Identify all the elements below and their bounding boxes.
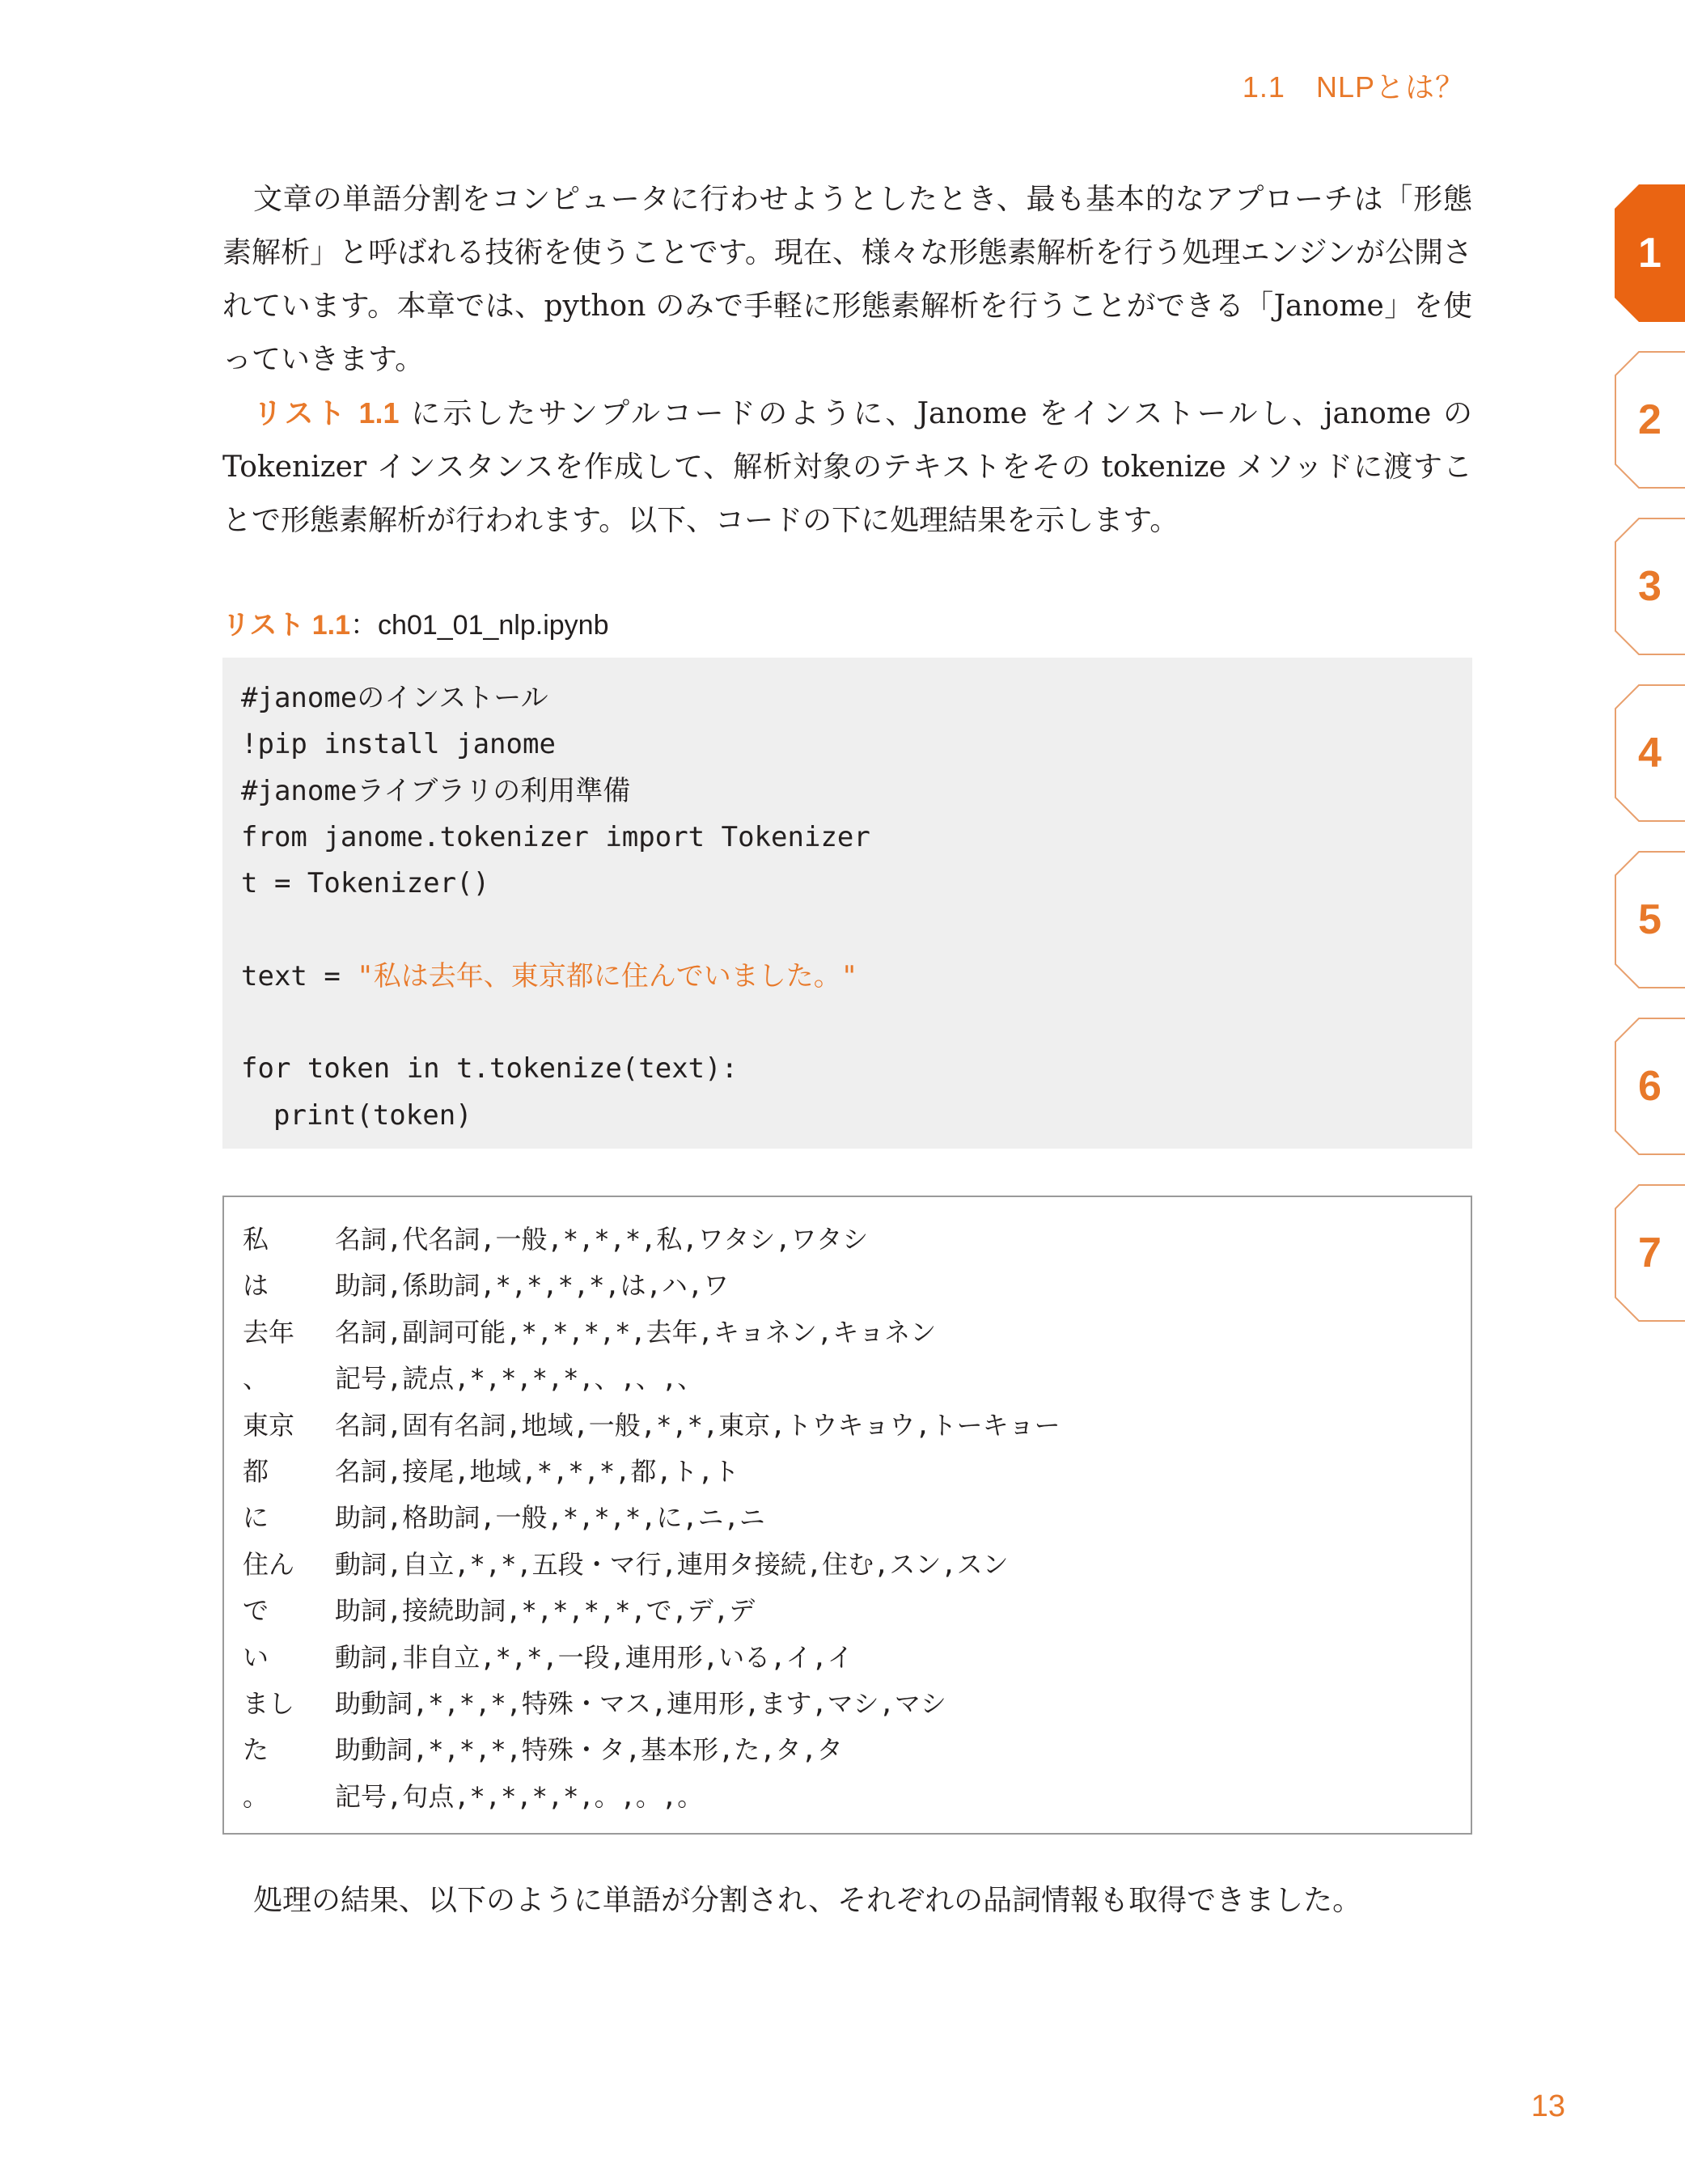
code-text: text = (241, 959, 358, 993)
intro-paragraph-2 (222, 387, 1472, 548)
chapter-tab-label: 1 (1638, 230, 1662, 277)
output-info: 動詞,自立,*,*,五段・マ行,連用タ接続,住む,スン,スン (335, 1548, 1009, 1580)
output-row (243, 1727, 1471, 1773)
output-block (222, 1196, 1472, 1835)
code-line: print(token) (273, 1098, 472, 1132)
output-row (243, 1495, 1471, 1541)
output-token: で (243, 1595, 269, 1627)
output-token: 東京 (243, 1409, 295, 1441)
output-token: は (243, 1270, 269, 1302)
output-row (243, 1310, 1471, 1356)
running-header (1243, 65, 1465, 106)
output-row (243, 1403, 1471, 1449)
listing-caption (222, 603, 609, 642)
intro-text (222, 173, 1472, 548)
code-line (241, 954, 1472, 1000)
listing-filename: ch01_01_nlp.ipynb (378, 610, 609, 641)
code-line: !pip install janome (241, 728, 556, 761)
output-token: 、 (243, 1363, 269, 1395)
output-info: 動詞,非自立,*,*,一段,連用形,いる,イ,イ (335, 1641, 853, 1673)
output-row (243, 1542, 1471, 1588)
output-info: 名詞,固有名詞,地域,一般,*,*,東京,トウキョウ,トーキョー (335, 1409, 1061, 1441)
code-line: for token in t.tokenize(text): (241, 1052, 739, 1086)
intro-paragraph-1: 文章の単語分割をコンピュータに行わせようとしたとき、最も基本的なアプローチは「形態素解析」と呼ばれる技術を使うことです。現在、様々な形態素解析を行う処理エンジンが公開されています。本章では、python のみで手軽に形態素解析を行うことができる「Janome」を使っていきます。 (222, 183, 1472, 376)
output-info: 記号,句点,*,*,*,*,。,。,。 (335, 1780, 704, 1812)
output-info: 名詞,代名詞,一般,*,*,*,私,ワタシ,ワタシ (335, 1224, 869, 1255)
conclusion-paragraph: 処理の結果、以下のように単語が分割され、それぞれの品詞情報も取得できました。 (253, 1884, 1362, 1917)
page-number: 13 (1530, 2089, 1565, 2123)
output-token: に (243, 1502, 269, 1534)
code-line: from janome.tokenizer import Tokenizer (241, 820, 870, 853)
output-info: 助詞,係助詞,*,*,*,*,は,ハ,ワ (335, 1270, 730, 1302)
code-string-literal: "私は去年、東京都に住んでいました。" (357, 959, 858, 993)
chapter-tab-1[interactable] (1615, 184, 1685, 322)
output-token: 。 (243, 1780, 269, 1812)
chapter-tab-7[interactable] (1615, 1184, 1685, 1322)
chapter-tab-5[interactable] (1615, 851, 1685, 988)
output-row (243, 1635, 1471, 1681)
output-row (243, 1681, 1471, 1727)
chapter-tab-label: 6 (1638, 1063, 1662, 1110)
output-row (243, 1356, 1471, 1402)
section-title: NLPとは？ (1315, 70, 1465, 104)
listing-label: リスト 1.1 (222, 610, 351, 641)
code-blank-line (241, 1000, 1472, 1046)
output-info: 助詞,格助詞,一般,*,*,*,に,ニ,ニ (335, 1502, 765, 1534)
chapter-tab-label: 7 (1638, 1230, 1662, 1276)
output-row (243, 1449, 1471, 1495)
output-info: 助動詞,*,*,*,特殊・マス,連用形,ます,マシ,マシ (335, 1687, 946, 1719)
chapter-tab-label: 3 (1638, 563, 1662, 610)
output-row (243, 1774, 1471, 1820)
listing-reference-link[interactable]: リスト 1.1 (253, 396, 400, 430)
output-token: い (243, 1641, 269, 1673)
output-info: 名詞,副詞可能,*,*,*,*,去年,キョネン,キョネン (335, 1316, 937, 1348)
conclusion-text (222, 1874, 1472, 1928)
chapter-tab-4[interactable] (1615, 684, 1685, 822)
output-token: 住ん (243, 1548, 295, 1580)
chapter-tab-3[interactable] (1615, 518, 1685, 655)
code-line: #janomeライブラリの利用準備 (241, 774, 631, 807)
output-token: 私 (243, 1224, 269, 1255)
output-token: 都 (243, 1455, 269, 1487)
output-info: 名詞,接尾,地域,*,*,*,都,ト,ト (335, 1455, 739, 1487)
output-row (243, 1263, 1471, 1309)
output-info: 助動詞,*,*,*,特殊・タ,基本形,た,タ,タ (335, 1734, 843, 1766)
chapter-tab-label: 2 (1638, 396, 1662, 443)
output-row (243, 1217, 1471, 1263)
intro-paragraph-2-text: に示したサンプルコードのように、Janome をインストールし、janome の Tokenizer インスタンスを作成して、解析対象のテキストをその tokenize メソッドに渡すことで形態素解析が行われます。以下、コードの下に処理結果を示します。 (222, 397, 1472, 537)
section-number: 1.1 (1242, 70, 1285, 104)
output-info: 記号,読点,*,*,*,*,、,、,、 (335, 1363, 704, 1395)
output-row (243, 1588, 1471, 1634)
output-token: まし (243, 1687, 295, 1719)
chapter-tab-2[interactable] (1615, 351, 1685, 489)
listing-colon: ： (350, 610, 379, 641)
chapter-tab-6[interactable] (1615, 1018, 1685, 1155)
code-line: #janomeのインストール (241, 682, 548, 714)
code-blank-line (241, 907, 1472, 953)
output-info: 助詞,接続助詞,*,*,*,*,で,デ,デ (335, 1595, 756, 1627)
code-block (222, 658, 1472, 1149)
output-token: た (243, 1734, 269, 1766)
chapter-tab-label: 5 (1638, 896, 1662, 943)
chapter-tab-label: 4 (1638, 730, 1662, 777)
output-token: 去年 (243, 1316, 295, 1348)
code-line: t = Tokenizer() (241, 867, 490, 900)
